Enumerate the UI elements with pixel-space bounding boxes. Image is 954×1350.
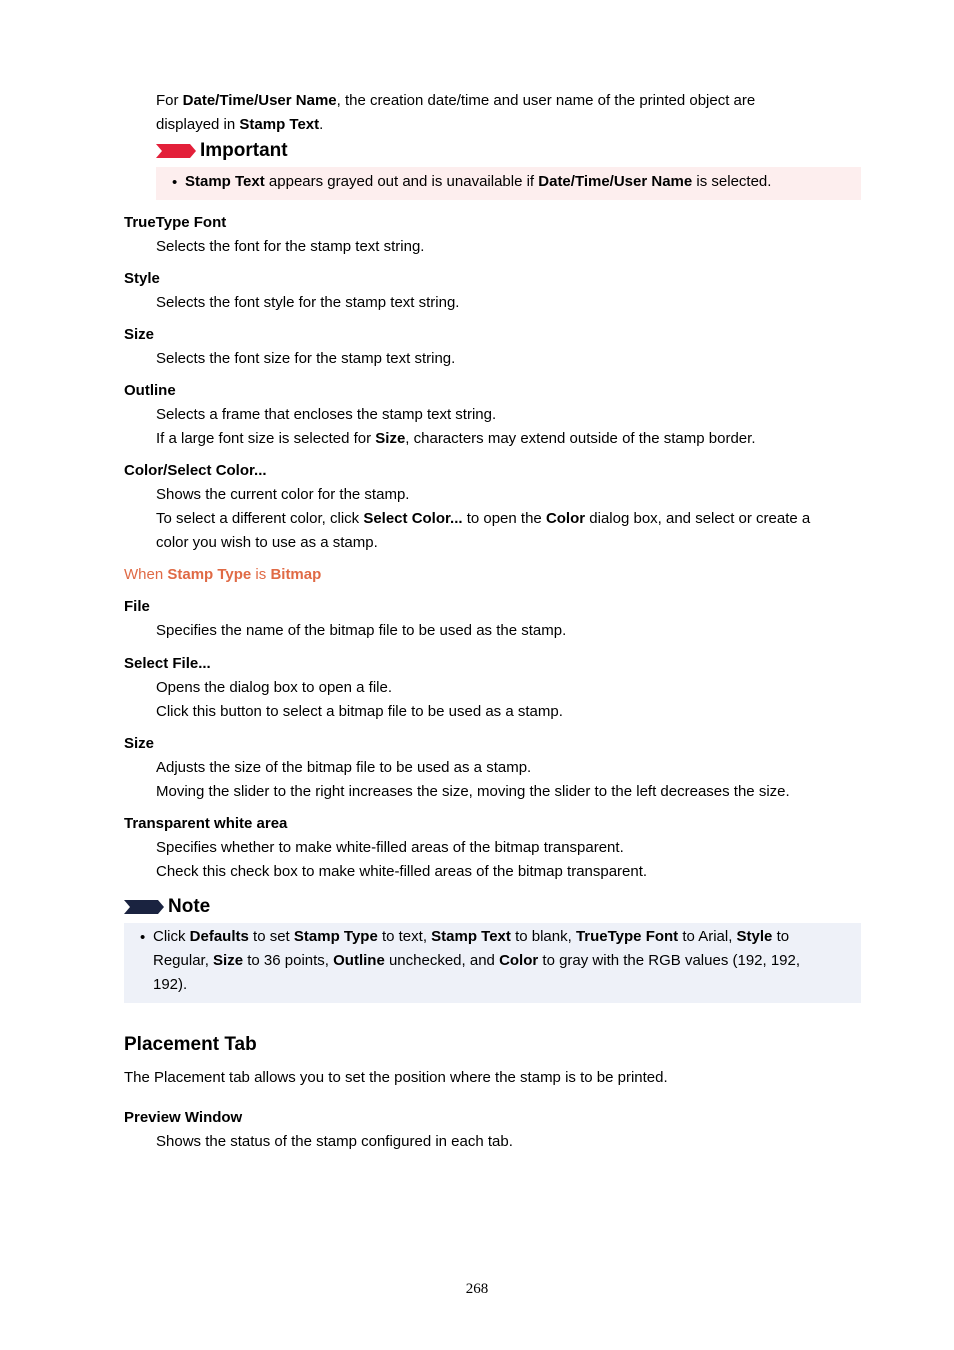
text: to <box>772 928 790 945</box>
desc-file: Specifies the name of the bitmap file to be used as the stamp. <box>156 622 567 639</box>
term-select-file: Select File... <box>124 655 211 672</box>
important-text <box>185 172 771 192</box>
text: is selected. <box>692 173 772 190</box>
term-transparent-white-area: Transparent white area <box>124 815 288 832</box>
desc-outline-1: Selects a frame that encloses the stamp text string. <box>156 406 497 423</box>
desc-transparent-1: Specifies whether to make white-filled areas of the bitmap transparent. <box>156 839 624 856</box>
note-heading: Note <box>168 896 211 917</box>
bold-term: Style <box>736 928 773 945</box>
bold-term: Bitmap <box>270 566 322 583</box>
bold-term: Stamp Type <box>293 928 378 945</box>
term-color: Color/Select Color... <box>124 462 267 479</box>
note-icon <box>124 898 164 916</box>
text: to gray with the RGB values (192, 192, <box>538 952 801 969</box>
bold-term: Outline <box>333 952 385 969</box>
when-bitmap-heading <box>124 565 321 585</box>
desc-transparent-2: Check this check box to make white-filled areas of the bitmap transparent. <box>156 863 648 880</box>
term-style: Style <box>124 270 160 287</box>
bold-term: Select Color... <box>363 510 463 527</box>
bold-term: Color <box>499 952 539 969</box>
desc-style: Selects the font style for the stamp text string. <box>156 294 460 311</box>
intro-line-2 <box>156 115 323 135</box>
text: To select a different color, click <box>156 510 364 527</box>
bold-term: Date/Time/User Name <box>182 92 337 109</box>
term-preview-window: Preview Window <box>124 1109 243 1126</box>
text: Regular, <box>153 952 214 969</box>
text: . <box>319 116 324 133</box>
bold-term: Color <box>545 510 586 527</box>
placement-intro: The Placement tab allows you to set the position where the stamp is to be printed. <box>124 1069 668 1086</box>
note-line-1 <box>153 927 789 947</box>
important-bullet: • <box>172 174 178 191</box>
desc-select-file-1: Opens the dialog box to open a file. <box>156 679 393 696</box>
note-line-2 <box>153 951 800 971</box>
term-outline: Outline <box>124 382 176 399</box>
text: is <box>251 566 271 583</box>
desc-bitmap-size-2: Moving the slider to the right increases the size, moving the slider to the left decreases the size. <box>156 783 790 800</box>
term-file: File <box>124 598 150 615</box>
text: to open the <box>462 510 546 527</box>
bold-term: Defaults <box>189 928 249 945</box>
desc-truetype-font: Selects the font for the stamp text string. <box>156 238 425 255</box>
term-bitmap-size: Size <box>124 735 155 752</box>
bold-term: Stamp Type <box>167 566 252 583</box>
text: If a large font size is selected for <box>156 430 376 447</box>
desc-size: Selects the font size for the stamp text string. <box>156 350 456 367</box>
text: , characters may extend outside of the stamp border. <box>405 430 756 447</box>
desc-outline-2 <box>156 429 755 449</box>
text: to Arial, <box>678 928 737 945</box>
desc-bitmap-size-1: Adjusts the size of the bitmap file to be used as a stamp. <box>156 759 532 776</box>
term-truetype-font: TrueType Font <box>124 214 227 231</box>
note-bullet: • <box>140 929 146 946</box>
desc-select-file-2: Click this button to select a bitmap file to be used as a stamp. <box>156 703 563 720</box>
text: When <box>124 566 168 583</box>
text: , the creation date/time and user name of the printed object are <box>336 92 756 109</box>
page-number: 268 <box>465 1281 489 1297</box>
text: dialog box, and select or create a <box>585 510 811 527</box>
note-line-3: 192). <box>153 976 188 993</box>
bold-term: Stamp Text <box>239 116 320 133</box>
text: unchecked, and <box>384 952 500 969</box>
term-size: Size <box>124 326 155 343</box>
desc-color-1: Shows the current color for the stamp. <box>156 486 410 503</box>
bold-term: Size <box>213 952 244 969</box>
desc-preview-window: Shows the status of the stamp configured in each tab. <box>156 1133 513 1150</box>
bold-term: Stamp Text <box>185 173 265 190</box>
important-icon <box>156 142 196 160</box>
desc-color-3: color you wish to use as a stamp. <box>156 534 378 551</box>
text: Click <box>153 928 190 945</box>
text: appears grayed out and is unavailable if <box>264 173 539 190</box>
bold-term: TrueType Font <box>575 928 679 945</box>
section-title-placement-tab: Placement Tab <box>124 1034 257 1055</box>
text: displayed in <box>156 116 240 133</box>
text: to 36 points, <box>243 952 334 969</box>
bold-term: Size <box>375 430 406 447</box>
bold-term: Date/Time/User Name <box>538 173 693 190</box>
text: to text, <box>377 928 432 945</box>
text: to set <box>248 928 294 945</box>
text: to blank, <box>510 928 576 945</box>
bold-term: Stamp Text <box>431 928 511 945</box>
desc-color-2 <box>156 509 810 529</box>
intro-line-1 <box>156 91 755 111</box>
text: For <box>156 92 183 109</box>
important-heading: Important <box>200 140 288 161</box>
